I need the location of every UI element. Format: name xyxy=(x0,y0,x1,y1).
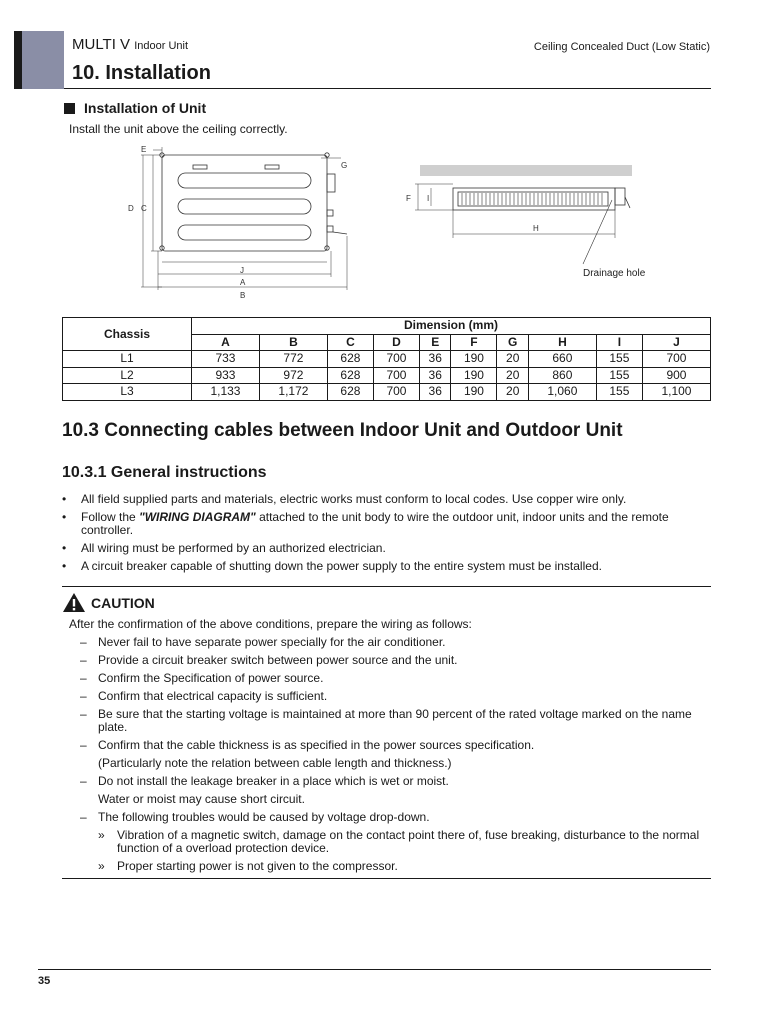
bullet-mark: • xyxy=(62,541,67,555)
caution-item-text: The following troubles would be caused by voltage drop-down. xyxy=(98,810,430,824)
dimension-cell: 1,172 xyxy=(259,384,327,401)
chassis-cell: L3 xyxy=(63,384,192,401)
drainage-hole-label: Drainage hole xyxy=(583,268,646,279)
section-10-3-1-title: 10.3.1 General instructions xyxy=(62,464,267,481)
bullet-text: All wiring must be performed by an authorized electrician. xyxy=(81,541,386,555)
column-header-a: A xyxy=(192,334,260,351)
label-h: H xyxy=(533,224,539,233)
dimension-cell: 36 xyxy=(420,351,451,368)
dash-mark: – xyxy=(80,774,87,788)
dimension-cell: 660 xyxy=(528,351,596,368)
install-unit-text: Install the unit above the ceiling correctly. xyxy=(69,122,288,136)
header-brand xyxy=(72,36,188,53)
bullet-mark: • xyxy=(62,510,67,524)
filter-fins xyxy=(462,193,602,205)
side-tab-block xyxy=(22,31,64,89)
brand-name: MULTI V xyxy=(72,36,131,53)
caution-item-text: Be sure that the starting voltage is maintained at more than 90 percent of the rated voltage marked on the name plate. xyxy=(98,707,692,734)
list-item xyxy=(80,775,710,806)
caution-item-text: Confirm that the cable thickness is as specified in the power sources specification. xyxy=(98,738,535,752)
table-header-row xyxy=(63,318,711,335)
sub-item-text: Vibration of a magnetic switch, damage on the contact point there of, fuse breaking, disturbance to the normal function of a overload protection device. xyxy=(117,828,700,855)
dimension-cell: 155 xyxy=(596,351,642,368)
list-item xyxy=(80,811,710,873)
dimension-cell: 190 xyxy=(451,384,497,401)
warning-icon xyxy=(62,592,86,613)
list-item xyxy=(80,739,710,770)
caution-item-note: Water or moist may cause short circuit. xyxy=(98,792,305,806)
dimension-cell: 20 xyxy=(497,367,528,384)
dimension-cell: 972 xyxy=(259,367,327,384)
table-row xyxy=(63,384,711,401)
section-10-3-title: 10.3 Connecting cables between Indoor Unit and Outdoor Unit xyxy=(62,420,623,441)
side-tab-marker xyxy=(14,31,22,89)
bullet-text: A circuit breaker capable of shutting down the power supply to the entire system must be installed. xyxy=(81,559,602,573)
dimension-cell: 933 xyxy=(192,367,260,384)
list-item xyxy=(80,690,710,703)
table-row xyxy=(63,351,711,368)
unit-side-view xyxy=(415,165,632,264)
label-f: F xyxy=(406,194,411,203)
footer-divider xyxy=(38,969,711,970)
install-unit-heading xyxy=(64,100,206,116)
label-j: J xyxy=(240,266,244,275)
dimension-table xyxy=(62,317,711,401)
caution-item-text: Do not install the leakage breaker in a place which is wet or moist. xyxy=(98,774,449,788)
bullet-text-post: attached to the unit body to wire the outdoor unit, indoor units and the remote controller. xyxy=(81,510,669,537)
label-a: A xyxy=(240,278,246,287)
header-divider xyxy=(64,88,711,89)
dimension-cell: 1,100 xyxy=(642,384,710,401)
dimension-cell: 36 xyxy=(420,384,451,401)
sub-bullet-mark: » xyxy=(98,828,105,842)
unit-top-view xyxy=(141,147,347,290)
bullet-mark: • xyxy=(62,492,67,506)
dimension-cell: 20 xyxy=(497,384,528,401)
caution-heading xyxy=(62,592,155,613)
label-b: B xyxy=(240,291,246,300)
dimension-cell: 20 xyxy=(497,351,528,368)
list-item xyxy=(62,560,712,573)
column-header-h: H xyxy=(528,334,596,351)
column-header-i: I xyxy=(596,334,642,351)
dimension-cell: 155 xyxy=(596,367,642,384)
dimension-cell: 700 xyxy=(642,351,710,368)
sub-item-text: Proper starting power is not given to the compressor. xyxy=(117,859,398,873)
list-item xyxy=(80,654,710,667)
caution-intro: After the confirmation of the above conditions, prepare the wiring as follows: xyxy=(69,617,472,631)
list-item xyxy=(62,511,712,537)
dash-mark: – xyxy=(80,810,87,824)
dash-mark: – xyxy=(80,635,87,649)
bullet-text: All field supplied parts and materials, electric works must conform to local codes. Use copper wire only. xyxy=(81,492,627,506)
column-header-e: E xyxy=(420,334,451,351)
column-header-b: B xyxy=(259,334,327,351)
dash-mark: – xyxy=(80,671,87,685)
dimension-cell: 860 xyxy=(528,367,596,384)
dimension-cell: 700 xyxy=(373,367,419,384)
dimension-cell: 733 xyxy=(192,351,260,368)
caution-item-note: (Particularly note the relation between cable length and thickness.) xyxy=(98,756,452,770)
column-header-g: G xyxy=(497,334,528,351)
caution-item-text: Confirm that electrical capacity is sufficient. xyxy=(98,689,328,703)
label-d: D xyxy=(128,204,134,213)
bullet-text-pre: Follow the xyxy=(81,510,140,524)
dimension-cell: 1,060 xyxy=(528,384,596,401)
dash-mark: – xyxy=(80,738,87,752)
voltage-drop-list xyxy=(98,829,710,873)
label-g: G xyxy=(341,161,348,170)
sub-list-item xyxy=(98,829,710,855)
dimension-cell: 190 xyxy=(451,351,497,368)
dash-mark: – xyxy=(80,653,87,667)
brand-subtitle: Indoor Unit xyxy=(134,40,189,52)
wiring-diagram-emphasis: "WIRING DIAGRAM" xyxy=(139,510,256,524)
chassis-cell: L2 xyxy=(63,367,192,384)
chassis-cell: L1 xyxy=(63,351,192,368)
dimension-cell: 190 xyxy=(451,367,497,384)
caution-top-divider xyxy=(62,586,711,587)
header-product-name: Ceiling Concealed Duct (Low Static) xyxy=(533,41,710,53)
dimension-cell: 772 xyxy=(259,351,327,368)
table-row xyxy=(63,367,711,384)
page-title: 10. Installation xyxy=(72,62,211,84)
caution-item-text: Never fail to have separate power specially for the air conditioner. xyxy=(98,635,446,649)
sub-list-item xyxy=(98,860,710,873)
bullet-mark: • xyxy=(62,559,67,573)
caution-bottom-divider xyxy=(62,878,711,879)
column-header-d: D xyxy=(373,334,419,351)
caution-item-text: Provide a circuit breaker switch between power source and the unit. xyxy=(98,653,458,667)
dimension-cell: 628 xyxy=(327,367,373,384)
list-item xyxy=(80,636,710,649)
dimension-cell: 36 xyxy=(420,367,451,384)
installation-diagram xyxy=(115,142,665,304)
list-item xyxy=(62,542,712,555)
dash-mark: – xyxy=(80,707,87,721)
square-bullet-icon xyxy=(64,103,75,114)
dimension-cell: 628 xyxy=(327,351,373,368)
label-c: C xyxy=(141,204,147,213)
dimension-cell: 700 xyxy=(373,351,419,368)
dimension-cell: 700 xyxy=(373,384,419,401)
column-header-c: C xyxy=(327,334,373,351)
sub-bullet-mark: » xyxy=(98,859,105,873)
list-item xyxy=(80,672,710,685)
caution-list xyxy=(80,636,710,878)
page-number: 35 xyxy=(38,975,51,987)
dimension-header: Dimension (mm) xyxy=(192,318,711,335)
dimension-cell: 1,133 xyxy=(192,384,260,401)
list-item xyxy=(80,708,710,734)
column-header-f: F xyxy=(451,334,497,351)
dimension-cell: 900 xyxy=(642,367,710,384)
caution-label: CAUTION xyxy=(91,594,155,611)
install-unit-heading-text: Installation of Unit xyxy=(84,100,207,116)
list-item xyxy=(62,493,712,506)
dimension-cell: 155 xyxy=(596,384,642,401)
dimension-cell: 628 xyxy=(327,384,373,401)
dash-mark: – xyxy=(80,689,87,703)
column-header-j: J xyxy=(642,334,710,351)
label-i: I xyxy=(427,194,430,203)
label-e: E xyxy=(141,145,147,154)
caution-item-text: Confirm the Specification of power source. xyxy=(98,671,324,685)
general-instructions-list xyxy=(62,493,712,578)
chassis-header: Chassis xyxy=(63,318,192,351)
